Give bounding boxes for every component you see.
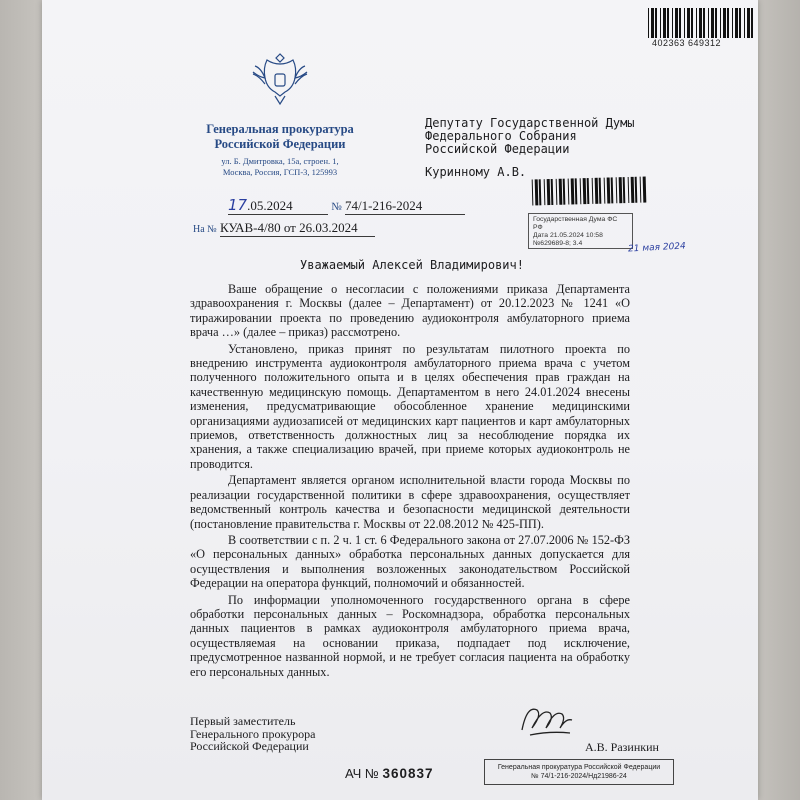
reference-prefix: На № xyxy=(193,224,217,235)
barcode-bar xyxy=(684,8,685,38)
barcode-bar xyxy=(708,8,709,38)
barcode-bar xyxy=(744,8,745,38)
barcode-bar xyxy=(735,8,738,38)
paragraph-4: В соответствии с п. 2 ч. 1 ст. 6 Федерального закона от 27.07.2006 № 152-ФЗ «О персональных данных» обработка персональных данных допускается для осуществления и выполнения возложенных законодательством Российской Федерации на оператора функций, полномочий и обязанностей. xyxy=(190,532,630,591)
barcode-bar xyxy=(616,177,618,203)
barcode-bar xyxy=(640,177,642,203)
bottom-stamp-line2: № 74/1-216-2024/Нд21986-24 xyxy=(531,773,627,780)
barcode-bar xyxy=(715,8,717,38)
registration-stamp-line1: Государственная Дума ФС РФ xyxy=(533,216,618,231)
signatory-name: А.В. Разинкин xyxy=(585,740,659,754)
recipient-name: Куринному А.В. xyxy=(425,165,527,179)
form-number-prefix: АЧ № xyxy=(345,766,379,781)
barcode-bar xyxy=(696,8,697,38)
form-number xyxy=(345,766,434,781)
barcode-bar xyxy=(651,8,654,38)
barcode-bar xyxy=(580,178,582,204)
sender-org-line2: Российской Федерации xyxy=(214,137,346,151)
sender-org-line1: Генеральная прокуратура xyxy=(206,122,354,136)
barcode-bar xyxy=(723,8,726,38)
form-number-value: 360837 xyxy=(382,766,434,781)
sender-address-line1: ул. Б. Дмитровка, 15а, строен. 1, xyxy=(221,156,339,166)
barcode-bar xyxy=(699,8,702,38)
received-date-handwritten: 21 мая 2024 xyxy=(627,241,687,255)
barcode-bar xyxy=(643,177,647,203)
signatory-line2: Генерального прокурора xyxy=(190,726,316,741)
outgoing-date-line: 17.05.2024 № 74/1-216-2024 xyxy=(228,196,465,215)
outgoing-number: 74/1-216-2024 xyxy=(345,198,465,215)
barcode-bar xyxy=(711,8,714,38)
paragraph-3: Департамент является органом исполнительной власти города Москвы по реализации государственной политики в сфере здравоохранения, осуществляет ведомственный контроль качества и безопасности медицинской деятельности (постановление правительства г. Москвы от 22.08.2012 № 425-ПП). xyxy=(190,473,630,531)
recipient-line2: Федерального Собрания xyxy=(425,129,577,143)
barcode-bar xyxy=(691,8,693,38)
barcode-bar xyxy=(675,8,678,38)
registration-stamp-line2: Дата 21.05.2024 10:58 xyxy=(533,232,603,239)
registration-stamp xyxy=(528,213,633,249)
barcode-bar xyxy=(532,179,534,205)
barcode-bar xyxy=(660,8,661,38)
barcode-bar xyxy=(672,8,673,38)
registration-stamp-line3: №629689-8; 3.4 xyxy=(533,240,583,247)
barcode-bar xyxy=(732,8,733,38)
paragraph-2: Установлено, приказ принят по результатам пилотного проекта по внедрению инструмента аудиоконтроля амбулаторного приема врача с учетом полученного положительного опыта и в целях обеспечения прав граждан на качественную медицинскую помощь. Департаментом в него 24.01.2024 внесены изменения, предусматривающие обособленное хранение медицинскими организациями аудиозаписей от медицинских карт пациентов и карт амбулаторных приемов, ответственность должностных лиц за несоблюдение порядка их хранения, а также специализацию врачей, при приеме которых аудиоконтроль не проводится. xyxy=(190,341,630,471)
barcode-top-number: 402363 649312 xyxy=(652,38,722,48)
paragraph-1: Ваше обращение о несогласии с положениями приказа Департамента здравоохранения г. Москвы (далее – Департамент) от 20.12.2023 № 1241 «О тиражировании проекта по проведению аудиоконтроля амбулаторного приема врача …» (далее – приказ) рассмотрено. xyxy=(190,282,630,340)
barcode-bar xyxy=(563,179,566,205)
barcode-bar xyxy=(587,178,590,204)
reference-line xyxy=(193,220,375,237)
paragraph-5: По информации уполномоченного государственного органа в сфере обработки персональных данных – Роскомнадзора, обработка персональных данных пациентов в рамках аудиоконтроля амбулаторного приема врача, осуществляемая на основании приказа, подпадает под исключение, предусмотренное названной нормой, и не требует согласия пациента на обработку его персональных данных. xyxy=(190,592,630,679)
barcode-bar xyxy=(623,177,626,203)
barcode-bar xyxy=(544,179,546,205)
signatory-title xyxy=(190,715,315,753)
barcode-bar xyxy=(604,178,606,204)
barcode-bar xyxy=(667,8,669,38)
barcode-bar xyxy=(635,177,638,203)
outgoing-date: .05.2024 xyxy=(247,198,293,213)
signatory-line3: Российской Федерации xyxy=(190,739,309,753)
bottom-registration-stamp xyxy=(484,759,674,785)
barcode-registration xyxy=(532,176,648,205)
barcode-top xyxy=(648,8,758,38)
barcode-bar xyxy=(611,177,614,203)
bottom-stamp-line1: Генеральная прокуратура Российской Федерации xyxy=(497,764,661,771)
barcode-bar xyxy=(628,177,630,203)
salutation: Уважаемый Алексей Владимирович! xyxy=(300,258,524,272)
barcode-bar xyxy=(739,8,741,38)
barcode-bar xyxy=(592,178,594,204)
barcode-bar xyxy=(720,8,721,38)
recipient-line1: Депутату Государственной Думы xyxy=(425,116,635,130)
signatory-line1: Первый заместитель xyxy=(190,714,296,728)
barcode-bar xyxy=(679,8,681,38)
outgoing-date-handwritten: 17 xyxy=(228,196,248,214)
handwritten-signature xyxy=(512,690,592,745)
barcode-bar xyxy=(727,8,729,38)
barcode-bar xyxy=(751,8,753,38)
barcode-bar xyxy=(551,179,554,205)
barcode-bar xyxy=(648,8,649,38)
recipient-line3: Российской Федерации xyxy=(425,142,570,156)
barcode-bar xyxy=(655,8,657,38)
barcode-bar xyxy=(747,8,750,38)
reference-number: КУАВ-4/80 от 26.03.2024 xyxy=(220,220,375,237)
letter-body xyxy=(190,282,630,679)
barcode-bar xyxy=(599,178,602,204)
barcode-bar xyxy=(703,8,705,38)
barcode-bar xyxy=(556,179,558,205)
barcode-bar xyxy=(539,179,542,205)
sender-address-line2: Москва, Россия, ГСП-3, 125993 xyxy=(222,167,338,177)
barcode-bar xyxy=(687,8,690,38)
barcode-bar xyxy=(663,8,666,38)
barcode-bar xyxy=(568,179,570,205)
coat-of-arms-emblem xyxy=(245,50,315,110)
barcode-bar xyxy=(575,178,578,204)
